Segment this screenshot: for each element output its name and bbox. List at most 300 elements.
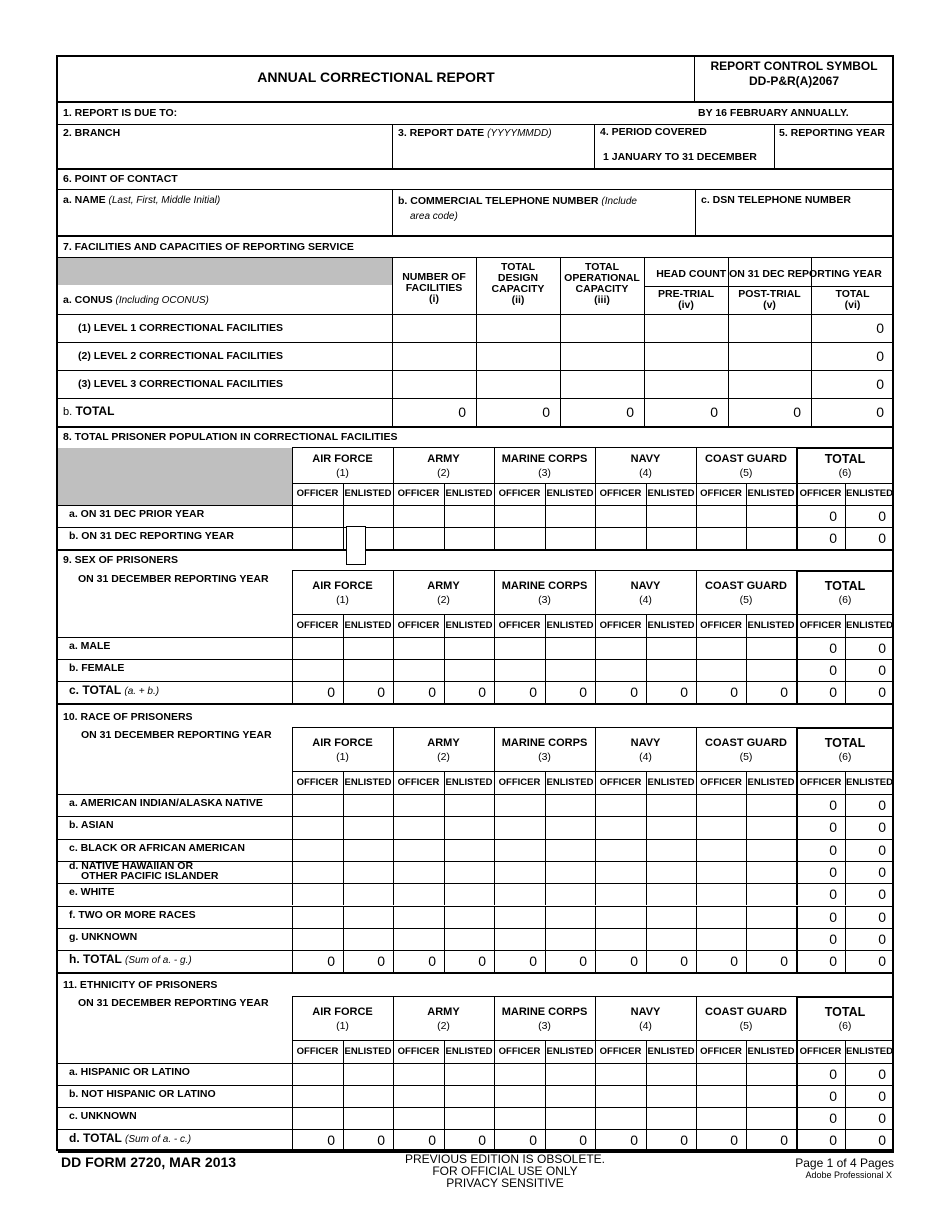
- section9-label: 9. SEX OF PRISONERS: [63, 554, 178, 566]
- count-input-cell[interactable]: [747, 638, 795, 658]
- count-value: 0: [829, 1088, 837, 1104]
- facility-input-cell[interactable]: [645, 371, 727, 397]
- count-input-cell[interactable]: [293, 817, 342, 837]
- count-input-cell[interactable]: [394, 506, 443, 526]
- poc-name-field[interactable]: [58, 207, 392, 235]
- count-input-cell[interactable]: [394, 638, 443, 658]
- count-value: 0: [377, 953, 385, 970]
- count-input-cell[interactable]: [344, 795, 392, 815]
- count-input-cell[interactable]: [495, 884, 544, 904]
- count-value: 0: [878, 930, 886, 947]
- branch-number: (6): [838, 1020, 852, 1032]
- facility-total-value: 0: [542, 404, 550, 420]
- count-input-cell[interactable]: [445, 506, 493, 526]
- rule-line: [58, 549, 894, 551]
- rule-line: [292, 794, 293, 816]
- section8-label: 8. TOTAL PRISONER POPULATION IN CORRECTIONAL FACILITIES: [63, 431, 398, 443]
- count-input-cell[interactable]: [293, 795, 342, 815]
- page-number: Page 1 of 4 Pages: [795, 1156, 894, 1170]
- col-facilities-header-line: (i): [429, 293, 439, 305]
- count-input-cell[interactable]: [495, 929, 544, 949]
- count-input-cell[interactable]: [293, 1086, 342, 1106]
- branch-header: [595, 579, 696, 607]
- count-input-cell[interactable]: [647, 817, 695, 837]
- facility-input-cell[interactable]: [561, 371, 643, 397]
- rule-line: [393, 570, 394, 637]
- count-input-cell[interactable]: [293, 660, 342, 680]
- rule-line: [545, 659, 546, 681]
- rule-line: [292, 1107, 293, 1129]
- count-input-cell[interactable]: [445, 1086, 493, 1106]
- section10-sublabel: ON 31 DECEMBER REPORTING YEAR: [81, 729, 272, 741]
- count-input-cell[interactable]: [394, 660, 443, 680]
- count-value: 0: [829, 1066, 837, 1082]
- facility-input-cell[interactable]: [393, 315, 475, 341]
- rule-line: [58, 972, 894, 974]
- count-input-cell[interactable]: [546, 929, 594, 949]
- count-input-cell[interactable]: [293, 862, 342, 882]
- count-input-cell[interactable]: [697, 660, 745, 680]
- facility-input-cell[interactable]: [645, 315, 727, 341]
- count-input-cell[interactable]: [747, 862, 795, 882]
- row-label-text: b. ASIAN: [69, 819, 114, 832]
- rule-line: [696, 727, 697, 794]
- report-date-hint: (YYYYMMDD): [487, 128, 552, 139]
- count-input-cell[interactable]: [596, 506, 645, 526]
- officer-col-header: OFFICER: [498, 1045, 541, 1057]
- enlisted-col-header: ENLISTED: [344, 488, 392, 499]
- facility-total-label: [63, 404, 114, 418]
- branch-name: MARINE CORPS: [501, 453, 588, 465]
- rule-line: [746, 928, 747, 950]
- rule-line: [746, 1085, 747, 1107]
- rule-line: [444, 771, 445, 794]
- col-operational-capacity-header-line: CAPACITY: [575, 283, 629, 295]
- branch-name: COAST GUARD: [705, 453, 787, 465]
- count-input-cell[interactable]: [495, 907, 544, 927]
- count-input-cell[interactable]: [293, 840, 342, 860]
- rule-line: [393, 659, 394, 681]
- facility-input-cell[interactable]: [561, 343, 643, 369]
- rule-line: [494, 447, 495, 505]
- count-input-cell[interactable]: [546, 528, 594, 548]
- rule-line: [494, 928, 495, 950]
- enlisted-col-header: ENLISTED: [647, 619, 695, 631]
- rule-line: [545, 614, 546, 637]
- count-input-cell[interactable]: [697, 638, 745, 658]
- branch-header: [292, 452, 393, 480]
- count-input-cell[interactable]: [747, 528, 795, 548]
- count-input-cell[interactable]: [596, 638, 645, 658]
- count-input-cell[interactable]: [596, 1064, 645, 1084]
- count-input-cell[interactable]: [546, 840, 594, 860]
- poc-dsn-field[interactable]: [696, 207, 893, 235]
- count-input-cell[interactable]: [546, 862, 594, 882]
- branch-name: COAST GUARD: [705, 737, 787, 749]
- count-input-cell[interactable]: [445, 1064, 493, 1084]
- branch-number: (2): [437, 467, 450, 479]
- count-input-cell[interactable]: [495, 1064, 544, 1084]
- branch-field[interactable]: [58, 141, 392, 167]
- rule-line: [646, 928, 647, 950]
- branch-number: (4): [639, 1020, 652, 1032]
- count-input-cell[interactable]: [344, 1064, 392, 1084]
- count-input-cell[interactable]: [747, 929, 795, 949]
- count-input-cell[interactable]: [445, 884, 493, 904]
- count-input-cell[interactable]: [747, 1086, 795, 1106]
- rule-line: [796, 659, 798, 681]
- count-input-cell[interactable]: [647, 1086, 695, 1106]
- count-input-cell[interactable]: [747, 1108, 795, 1128]
- count-input-cell[interactable]: [394, 907, 443, 927]
- count-input-cell[interactable]: [596, 1108, 645, 1128]
- count-input-cell[interactable]: [445, 660, 493, 680]
- count-input-cell[interactable]: [445, 907, 493, 927]
- branch-number: (3): [538, 467, 551, 479]
- rule-line: [845, 659, 846, 681]
- branch-number: (6): [838, 751, 852, 763]
- count-input-cell[interactable]: [596, 840, 645, 860]
- rule-line: [696, 1107, 697, 1129]
- count-input-cell[interactable]: [647, 1108, 695, 1128]
- report-date-field[interactable]: [393, 141, 594, 167]
- count-input-cell[interactable]: [344, 1108, 392, 1128]
- count-input-cell[interactable]: [596, 1086, 645, 1106]
- facility-total-value: 0: [793, 404, 801, 420]
- rule-line: [845, 839, 846, 861]
- enlisted-col-header: ENLISTED: [846, 776, 893, 788]
- facility-input-cell[interactable]: [477, 371, 559, 397]
- facility-total-value: 0: [626, 404, 634, 420]
- section9-sublabel: ON 31 DECEMBER REPORTING YEAR: [78, 573, 269, 585]
- branch-name: TOTAL: [824, 452, 866, 466]
- count-input-cell[interactable]: [546, 1108, 594, 1128]
- count-input-cell[interactable]: [445, 795, 493, 815]
- rule-line: [393, 1063, 394, 1085]
- count-input-cell[interactable]: [697, 795, 745, 815]
- count-input-cell[interactable]: [546, 907, 594, 927]
- count-input-cell[interactable]: [495, 528, 544, 548]
- count-input-cell[interactable]: [394, 1086, 443, 1106]
- count-input-cell[interactable]: [697, 1064, 745, 1084]
- count-input-cell[interactable]: [647, 884, 695, 904]
- count-input-cell[interactable]: [747, 817, 795, 837]
- count-input-cell[interactable]: [747, 660, 795, 680]
- count-input-cell[interactable]: [293, 907, 342, 927]
- count-input-cell[interactable]: [344, 817, 392, 837]
- branch-header: [696, 579, 796, 607]
- branch-name: TOTAL: [824, 579, 866, 593]
- count-input-cell[interactable]: [647, 929, 695, 949]
- count-input-cell[interactable]: [697, 929, 745, 949]
- count-input-cell[interactable]: [344, 929, 392, 949]
- row-label: [69, 861, 218, 881]
- count-input-cell[interactable]: [546, 884, 594, 904]
- count-input-cell[interactable]: [344, 862, 392, 882]
- count-input-cell[interactable]: [293, 506, 342, 526]
- facility-input-cell[interactable]: [477, 343, 559, 369]
- rule-line: [292, 483, 894, 484]
- count-input-cell[interactable]: [546, 638, 594, 658]
- count-input-cell[interactable]: [747, 1064, 795, 1084]
- officer-col-header: OFFICER: [397, 619, 440, 631]
- count-value: 0: [478, 1132, 486, 1148]
- count-value: 0: [829, 508, 837, 524]
- count-input-cell[interactable]: [596, 528, 645, 548]
- count-input-cell[interactable]: [344, 638, 392, 658]
- count-input-cell[interactable]: [747, 840, 795, 860]
- facility-input-cell[interactable]: [729, 315, 810, 341]
- count-input-cell[interactable]: [546, 1086, 594, 1106]
- officer-col-header: OFFICER: [296, 1045, 339, 1057]
- count-input-cell[interactable]: [647, 795, 695, 815]
- rule-line: [393, 681, 394, 703]
- rule-line: [646, 527, 647, 549]
- branch-header: [595, 736, 696, 764]
- count-input-cell[interactable]: [293, 528, 342, 548]
- officer-col-header: OFFICER: [296, 776, 339, 788]
- count-input-cell[interactable]: [747, 506, 795, 526]
- branch-number: (5): [739, 467, 753, 479]
- rule-line: [494, 505, 495, 527]
- branch-name: AIR FORCE: [312, 453, 373, 465]
- rule-line: [646, 1129, 647, 1151]
- enlisted-col-header: ENLISTED: [846, 1045, 893, 1057]
- officer-col-header: OFFICER: [296, 488, 339, 499]
- branch-number: (2): [437, 1020, 450, 1032]
- count-input-cell[interactable]: [596, 817, 645, 837]
- officer-col-header: OFFICER: [296, 619, 339, 631]
- count-input-cell[interactable]: [546, 795, 594, 815]
- count-input-cell[interactable]: [495, 840, 544, 860]
- rule-line: [696, 861, 697, 883]
- rule-line: [444, 950, 445, 972]
- count-input-cell[interactable]: [394, 862, 443, 882]
- rule-line: [696, 681, 697, 703]
- count-input-cell[interactable]: [697, 907, 745, 927]
- count-input-cell[interactable]: [394, 1108, 443, 1128]
- officer-col-header: OFFICER: [700, 619, 742, 631]
- rule-line: [444, 883, 445, 905]
- rule-line: [595, 1107, 596, 1129]
- count-input-cell[interactable]: [495, 862, 544, 882]
- count-input-cell[interactable]: [344, 506, 392, 526]
- rule-line: [494, 996, 495, 1063]
- rule-line: [595, 839, 596, 861]
- count-input-cell[interactable]: [445, 817, 493, 837]
- count-input-cell[interactable]: [596, 660, 645, 680]
- count-input-cell[interactable]: [747, 907, 795, 927]
- count-input-cell[interactable]: [344, 907, 392, 927]
- row-label-hint: (Sum of a. - g.): [125, 955, 192, 967]
- count-input-cell[interactable]: [394, 1064, 443, 1084]
- count-input-cell[interactable]: [697, 817, 745, 837]
- rule-line: [646, 505, 647, 527]
- count-input-cell[interactable]: [647, 506, 695, 526]
- count-input-cell[interactable]: [495, 1108, 544, 1128]
- count-input-cell[interactable]: [596, 795, 645, 815]
- count-input-cell[interactable]: [596, 862, 645, 882]
- rule-line: [292, 996, 293, 1063]
- count-input-cell[interactable]: [293, 884, 342, 904]
- count-input-cell[interactable]: [445, 1108, 493, 1128]
- count-input-cell[interactable]: [747, 884, 795, 904]
- count-input-cell[interactable]: [495, 795, 544, 815]
- facility-total-text: TOTAL: [75, 404, 115, 418]
- rule-line: [545, 816, 546, 838]
- count-input-cell[interactable]: [394, 929, 443, 949]
- section-gray-band: [58, 448, 292, 505]
- row-label-hint: (a. + b.): [124, 686, 160, 697]
- count-input-cell[interactable]: [546, 506, 594, 526]
- rule-line: [696, 1063, 697, 1085]
- count-input-cell[interactable]: [495, 660, 544, 680]
- rule-line: [696, 928, 697, 950]
- rule-line: [545, 483, 546, 505]
- rule-line: [595, 883, 596, 905]
- officer-col-header: OFFICER: [599, 619, 642, 631]
- count-input-cell[interactable]: [445, 929, 493, 949]
- count-input-cell[interactable]: [647, 907, 695, 927]
- count-input-cell[interactable]: [596, 884, 645, 904]
- facility-total-prefix: b.: [63, 406, 73, 418]
- count-input-cell[interactable]: [647, 840, 695, 860]
- count-input-cell[interactable]: [546, 1064, 594, 1084]
- rule-line: [494, 861, 495, 883]
- count-input-cell[interactable]: [344, 1086, 392, 1106]
- rule-line: [292, 906, 293, 928]
- count-input-cell[interactable]: [546, 660, 594, 680]
- facility-input-cell[interactable]: [393, 343, 475, 369]
- enlisted-col-header: ENLISTED: [344, 1045, 392, 1057]
- count-value: 0: [780, 684, 788, 700]
- rule-line: [595, 637, 596, 659]
- poc-phone-field[interactable]: [393, 223, 695, 235]
- count-input-cell[interactable]: [697, 1086, 745, 1106]
- control-symbol-value: DD-P&R(A)2067: [748, 74, 840, 88]
- rule-line: [292, 570, 796, 571]
- section11-sublabel: ON 31 DECEMBER REPORTING YEAR: [78, 997, 269, 1009]
- branch-number: (2): [437, 594, 450, 606]
- count-input-cell[interactable]: [445, 840, 493, 860]
- count-input-cell[interactable]: [647, 1064, 695, 1084]
- rule-line: [796, 637, 798, 659]
- count-input-cell[interactable]: [697, 862, 745, 882]
- col-design-capacity-header-line: DESIGN: [497, 272, 539, 284]
- count-input-cell[interactable]: [445, 638, 493, 658]
- facility-input-cell[interactable]: [729, 371, 810, 397]
- branch-name: ARMY: [427, 1006, 460, 1018]
- count-input-cell[interactable]: [445, 862, 493, 882]
- poc-name-hint: (Last, First, Middle Initial): [108, 195, 221, 206]
- facility-input-cell[interactable]: [561, 315, 643, 341]
- count-input-cell[interactable]: [344, 840, 392, 860]
- count-value: 0: [878, 797, 886, 814]
- rule-line: [796, 996, 798, 1063]
- count-input-cell[interactable]: [394, 884, 443, 904]
- facility-input-cell[interactable]: [393, 371, 475, 397]
- count-input-cell[interactable]: [394, 817, 443, 837]
- rule-line: [796, 839, 798, 861]
- count-input-cell[interactable]: [697, 528, 745, 548]
- count-input-cell[interactable]: [697, 506, 745, 526]
- count-input-cell[interactable]: [647, 528, 695, 548]
- count-input-cell[interactable]: [344, 660, 392, 680]
- rule-line: [746, 861, 747, 883]
- rule-line: [696, 839, 697, 861]
- count-input-cell[interactable]: [647, 660, 695, 680]
- enlisted-col-header: ENLISTED: [647, 488, 695, 499]
- count-input-cell[interactable]: [394, 528, 443, 548]
- count-input-cell[interactable]: [697, 840, 745, 860]
- count-input-cell[interactable]: [747, 795, 795, 815]
- facility-level-label: (2) LEVEL 2 CORRECTIONAL FACILITIES: [78, 350, 283, 362]
- count-input-cell[interactable]: [647, 862, 695, 882]
- count-input-cell[interactable]: [596, 929, 645, 949]
- rule-line: [343, 681, 344, 703]
- count-input-cell[interactable]: [495, 638, 544, 658]
- row-label: [69, 1133, 191, 1145]
- count-input-cell[interactable]: [495, 506, 544, 526]
- row-label-text: b. ON 31 DEC REPORTING YEAR: [69, 530, 234, 542]
- row-label-text: e. WHITE: [69, 886, 115, 899]
- count-value: 0: [829, 841, 837, 858]
- branch-header: [494, 1005, 595, 1033]
- rule-line: [646, 861, 647, 883]
- count-input-cell[interactable]: [394, 840, 443, 860]
- count-value: 0: [829, 908, 837, 925]
- rule-line: [393, 727, 394, 794]
- facility-input-cell[interactable]: [477, 315, 559, 341]
- rule-line: [393, 637, 394, 659]
- count-input-cell[interactable]: [293, 1064, 342, 1084]
- count-input-cell[interactable]: [293, 638, 342, 658]
- officer-col-header: OFFICER: [799, 488, 842, 499]
- rule-line: [343, 1085, 344, 1107]
- officer-col-header: OFFICER: [498, 619, 541, 631]
- facility-value: 0: [876, 320, 884, 336]
- count-input-cell[interactable]: [445, 528, 493, 548]
- rule-line: [746, 505, 747, 527]
- rule-line: [343, 614, 344, 637]
- row-label-text: b. FEMALE: [69, 662, 125, 674]
- count-input-cell[interactable]: [697, 884, 745, 904]
- count-input-cell[interactable]: [495, 817, 544, 837]
- branch-number: (6): [838, 467, 852, 479]
- count-input-cell[interactable]: [495, 1086, 544, 1106]
- col-pretrial-header-line: (iv): [678, 299, 694, 311]
- col-operational-capacity-header-line: OPERATIONAL: [564, 272, 640, 284]
- rule-line: [292, 659, 293, 681]
- facility-input-cell[interactable]: [645, 343, 727, 369]
- count-value: 0: [428, 953, 436, 970]
- count-input-cell[interactable]: [647, 638, 695, 658]
- count-input-cell[interactable]: [596, 907, 645, 927]
- reporting-year-field[interactable]: [775, 141, 893, 167]
- rule-line: [646, 614, 647, 637]
- officer-col-header: OFFICER: [700, 488, 742, 499]
- count-input-cell[interactable]: [293, 1108, 342, 1128]
- count-input-cell[interactable]: [344, 884, 392, 904]
- count-input-cell[interactable]: [697, 1108, 745, 1128]
- facility-input-cell[interactable]: [729, 343, 810, 369]
- count-input-cell[interactable]: [293, 929, 342, 949]
- rule-line: [796, 1085, 798, 1107]
- count-value: 0: [878, 864, 886, 881]
- branch-header: [696, 452, 796, 480]
- count-input-cell[interactable]: [546, 817, 594, 837]
- count-input-cell[interactable]: [394, 795, 443, 815]
